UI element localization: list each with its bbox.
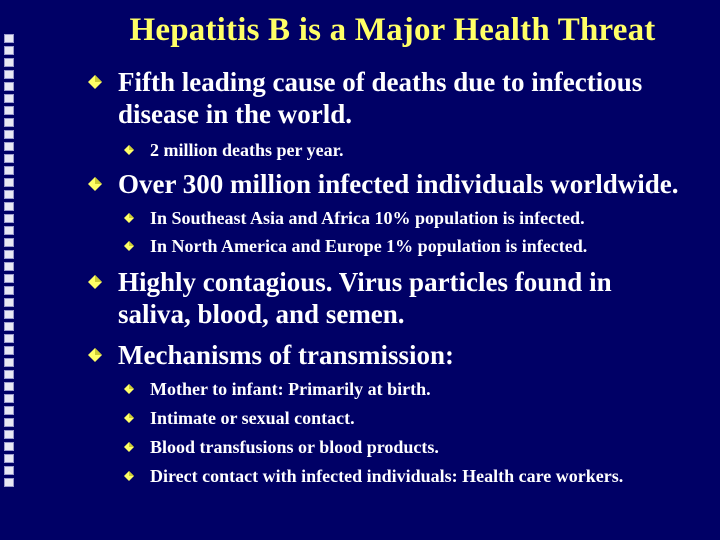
slide-title: Hepatitis B is a Major Health Threat xyxy=(129,12,656,48)
bullet-line: Fifth leading cause of deaths due to infectious xyxy=(118,67,643,97)
strip-square xyxy=(4,154,14,163)
subbullet-text: Mother to infant: Primarily at birth. xyxy=(150,379,431,399)
bullet-line: Highly contagious. Virus particles found in xyxy=(118,267,612,297)
strip-square xyxy=(4,358,14,367)
strip-square xyxy=(4,394,14,403)
strip-square xyxy=(4,430,14,439)
diamond-bullet-icon xyxy=(124,471,134,481)
strip-square xyxy=(4,274,14,283)
diamond-bullet-icon xyxy=(124,241,134,251)
subbullet-item xyxy=(150,407,355,429)
subbullet-text: Direct contact with infected individuals: Health care workers. xyxy=(150,466,624,486)
diamond-bullet-icon xyxy=(124,384,134,394)
strip-square xyxy=(4,190,14,199)
strip-square xyxy=(4,478,14,487)
strip-square xyxy=(4,178,14,187)
bullet-item xyxy=(118,266,612,330)
strip-square xyxy=(4,346,14,355)
square-strip-decoration xyxy=(4,34,16,494)
strip-square xyxy=(4,322,14,331)
strip-square xyxy=(4,166,14,175)
strip-square xyxy=(4,310,14,319)
strip-square xyxy=(4,226,14,235)
subbullet-item xyxy=(150,465,623,487)
strip-square xyxy=(4,262,14,271)
diamond-bullet-icon xyxy=(88,177,102,191)
strip-square xyxy=(4,370,14,379)
diamond-bullet-icon xyxy=(88,275,102,289)
strip-square xyxy=(4,334,14,343)
strip-square xyxy=(4,58,14,67)
strip-square xyxy=(4,94,14,103)
strip-square xyxy=(4,442,14,451)
strip-square xyxy=(4,406,14,415)
subbullet-item xyxy=(150,235,587,257)
bullet-line: disease in the world. xyxy=(118,99,353,129)
strip-square xyxy=(4,238,14,247)
diamond-bullet-icon xyxy=(124,145,134,155)
diamond-bullet-icon xyxy=(124,413,134,423)
strip-square xyxy=(4,70,14,79)
bullet-item xyxy=(118,339,454,371)
subbullet-item xyxy=(150,139,344,161)
strip-square xyxy=(4,106,14,115)
strip-square xyxy=(4,118,14,127)
subbullet-item xyxy=(150,207,585,229)
strip-square xyxy=(4,250,14,259)
subbullet-text: In Southeast Asia and Africa 10% population is infected. xyxy=(150,208,585,228)
subbullet-text: Blood transfusions or blood products. xyxy=(150,437,439,457)
strip-square xyxy=(4,202,14,211)
strip-square xyxy=(4,298,14,307)
subbullet-item xyxy=(150,436,439,458)
strip-square xyxy=(4,130,14,139)
strip-square xyxy=(4,142,14,151)
strip-square xyxy=(4,286,14,295)
bullet-item xyxy=(118,66,642,130)
strip-square xyxy=(4,418,14,427)
diamond-bullet-icon xyxy=(88,75,102,89)
strip-square xyxy=(4,454,14,463)
diamond-bullet-icon xyxy=(88,348,102,362)
bullet-line: Over 300 million infected individuals worldwide. xyxy=(118,169,679,199)
subbullet-text: In North America and Europe 1% population is infected. xyxy=(150,236,588,256)
diamond-bullet-icon xyxy=(124,442,134,452)
bullet-line: Mechanisms of transmission: xyxy=(118,340,454,370)
strip-square xyxy=(4,466,14,475)
strip-square xyxy=(4,382,14,391)
subbullet-text: Intimate or sexual contact. xyxy=(150,408,355,428)
bullet-item xyxy=(118,168,679,200)
bullet-line: saliva, blood, and semen. xyxy=(118,299,405,329)
strip-square xyxy=(4,82,14,91)
subbullet-item xyxy=(150,378,431,400)
strip-square xyxy=(4,214,14,223)
subbullet-text: 2 million deaths per year. xyxy=(150,140,344,160)
diamond-bullet-icon xyxy=(124,213,134,223)
